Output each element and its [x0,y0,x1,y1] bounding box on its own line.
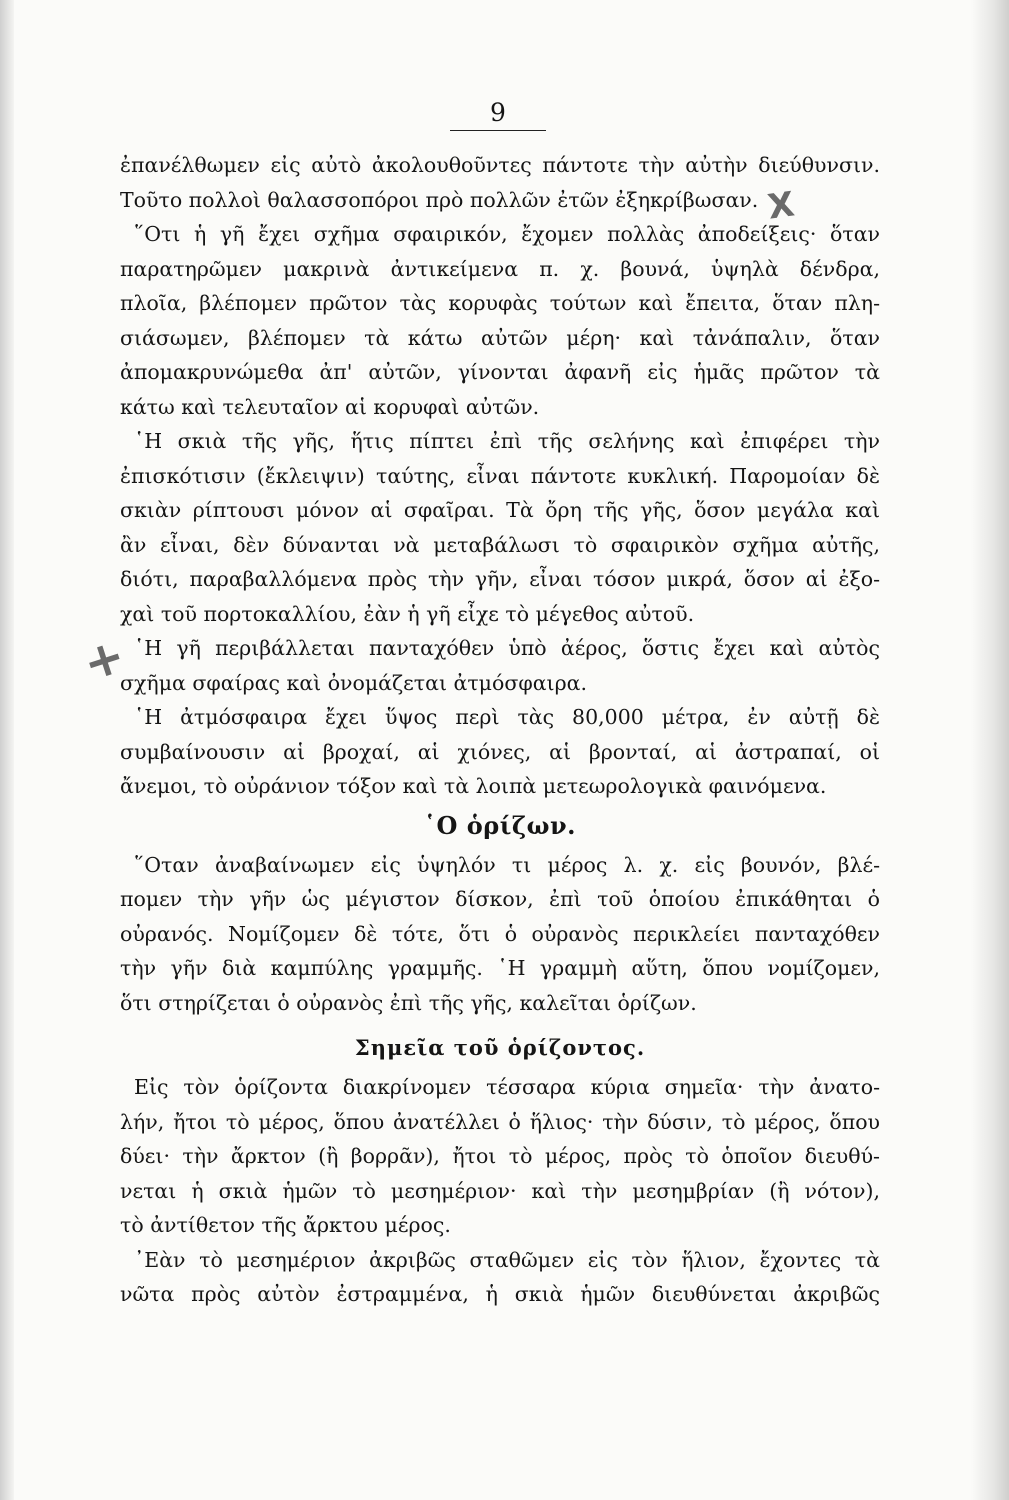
text-line: χαὶ τοῦ πορτοκαλλίου, ἐὰν ἡ γῆ εἶχε τὸ μέγεθος αὐτοῦ. [120,601,695,626]
text-line: οὐρανός. Νομίζομεν δὲ τότε, ὅτι ὁ οὐρανὸς περικλείει πανταχόθεν [120,921,880,946]
text-line: σιάσωμεν, βλέπομεν τὰ κάτω αὐτῶν μέρη· καὶ τἀνάπαλιν, ὅταν [120,325,880,350]
text-line: λήν, ἤτοι τὸ μέρος, ὅπου ἀνατέλλει ὁ ἥλιος· τὴν δύσιν, τὸ μέρος, ὅπου [120,1109,880,1134]
page-binding-shadow [0,0,14,1500]
text-line: πομεν τὴν γῆν ὡς μέγιστον δίσκον, ἐπὶ τοῦ ὁποίου ἐπικάθηται ὁ [120,887,880,911]
page-edge-shadow [971,0,1009,1500]
text-line: δύει· τὴν ἄρκτον (ἢ βορρᾶν), ἤτοι τὸ μέρος, πρὸς τὸ ὁποῖον διευθύ- [120,1144,880,1168]
paragraph-cardinal-points [120,1070,880,1243]
text-line: νεται ἡ σκιὰ ἡμῶν τὸ μεσημέριον· καὶ τὴν μεσημβρίαν (ἢ νότον), [120,1178,880,1203]
text-line: ᾿Εὰν τὸ μεσημέριον ἀκριβῶς σταθῶμεν εἰς τὸν ἥλιον, ἔχοντες τὰ [134,1247,880,1272]
text-line: ὅτι στηρίζεται ὁ οὐρανὸς ἐπὶ τῆς γῆς, καλεῖται ὁρίζων. [120,990,697,1015]
text-line: Τοῦτο πολλοὶ θαλασσοπόροι πρὸ πολλῶν ἐτῶν ἐξηκρίβωσαν. [120,187,759,212]
text-line: ῾Η ἀτμόσφαιρα ἔχει ὕψος περὶ τὰς 80,000 μέτρα, ἐν αὐτῇ δὲ [134,705,880,729]
pencil-plus-mark: + [76,627,132,693]
text-line: σχῆμα σφαίρας καὶ ὀνομάζεται ἀτμόσφαιρα. [120,670,587,695]
text-line: ἐπανέλθωμεν εἰς αὐτὸ ἀκολουθοῦντες πάντοτε τὴν αὐτὴν διεύθυνσιν. [120,153,880,177]
text-line: ῾Η σκιὰ τῆς γῆς, ἥτις πίπτει ἐπὶ τῆς σελήνης καὶ ἐπιφέρει τὴν [134,429,880,453]
paragraph-horizon [120,848,880,1021]
text-line: ἀπομακρυνώμεθα ἀπ' αὐτῶν, γίνονται ἀφανῆ εἰς ἡμᾶς πρῶτον τὰ [120,360,880,384]
page-number-rule [450,130,546,131]
text-line: ῾Η γῆ περιβάλλεται πανταχόθεν ὑπὸ ἀέρος, ὅστις ἔχει καὶ αὐτὸς [134,636,880,660]
section-heading-horizon: ῾Ο ὁρίζων. [424,810,576,840]
text-line: Εἰς τὸν ὁρίζοντα διακρίνομεν τέσσαρα κύρια σημεῖα· τὴν ἀνατο- [134,1075,880,1099]
text-line: ἂν εἶναι, δὲν δύνανται νὰ μεταβάλωσι τὸ σφαιρικὸν σχῆμα αὐτῆς, [120,532,880,557]
paragraph-sphere-evidence [120,217,880,424]
pencil-x-mark: X [765,184,797,228]
text-line: ῞Οτι ἡ γῆ ἔχει σχῆμα σφαιρικόν, ἔχομεν πολλὰς ἀποδείξεις· ὅταν [134,222,880,246]
text-line: τὴν γῆν διὰ καμπύλης γραμμῆς. ῾Η γραμμὴ αὕτη, ὅπου νομίζομεν, [120,956,880,980]
paragraph-atmosphere [120,631,880,700]
paragraph-continuation [120,148,880,217]
text-line: ῞Οταν ἀναβαίνωμεν εἰς ὑψηλόν τι μέρος λ. χ. εἰς βουνόν, βλέ- [134,852,880,877]
paragraph-noon-sun [120,1243,880,1312]
page-number: 9 [490,98,506,127]
text-line: παρατηρῶμεν μακρινὰ ἀντικείμενα π. χ. βουνά, ὑψηλὰ δένδρα, [120,256,880,281]
text-line: κάτω καὶ τελευταῖον αἱ κορυφαὶ αὐτῶν. [120,394,540,419]
section-heading-horizon-points: Σημεῖα τοῦ ὁρίζοντος. [354,1035,646,1060]
text-line: τὸ ἀντίθετον τῆς ἄρκτου μέρος. [120,1213,451,1237]
text-line: διότι, παραβαλλόμενα πρὸς τὴν γῆν, εἶναι τόσον μικρά, ὅσον αἱ ἐξο- [120,567,880,591]
text-line: πλοῖα, βλέπομεν πρῶτον τὰς κορυφὰς τούτων καὶ ἔπειτα, ὅταν πλη- [120,291,880,315]
paragraph-atmosphere-height [120,700,880,804]
text-line: ἐπισκότισιν (ἔκλειψιν) ταύτης, εἶναι πάντοτε κυκλική. Παρομοίαν δὲ [120,463,880,488]
paragraph-earth-shadow [120,424,880,631]
text-line: νῶτα πρὸς αὐτὸν ἐστραμμένα, ἡ σκιὰ ἡμῶν διευθύνεται ἀκριβῶς [120,1282,880,1306]
text-line: συμβαίνουσιν αἱ βροχαί, αἱ χιόνες, αἱ βρονταί, αἱ ἀστραπαί, οἱ [120,739,880,764]
text-line: σκιὰν ρίπτουσι μόνον αἱ σφαῖραι. Τὰ ὄρη τῆς γῆς, ὅσον μεγάλα καὶ [120,498,880,522]
text-line: ἄνεμοι, τὸ οὐράνιον τόξον καὶ τὰ λοιπὰ μετεωρολογικὰ φαινόμενα. [120,774,827,798]
body-text [120,148,880,1312]
